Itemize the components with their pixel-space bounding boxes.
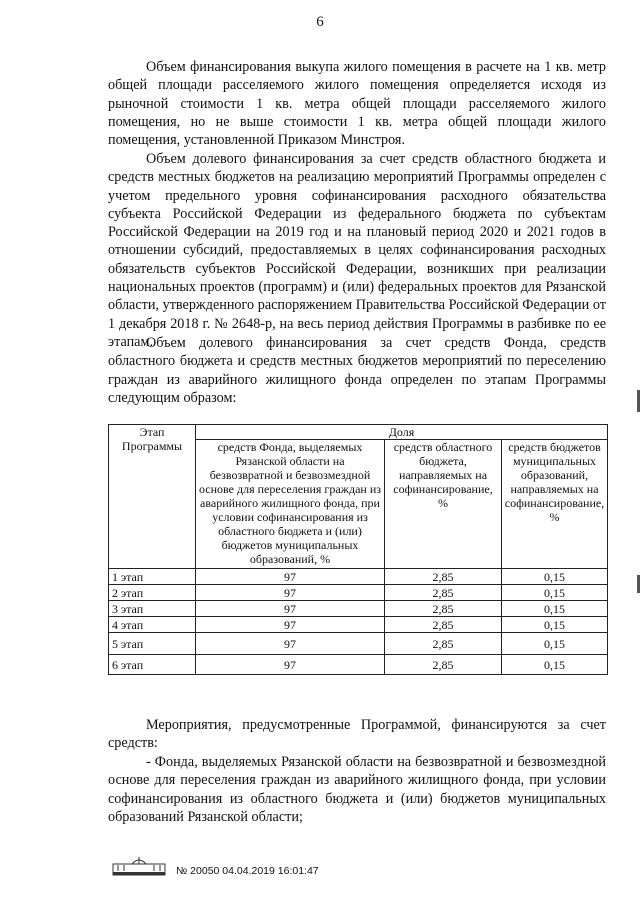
table-row <box>109 655 608 675</box>
cell-municipal: 0,15 <box>502 655 608 675</box>
paragraph-shares-intro: Объем долевого финансирования за счет средств Фонда, средств областного бюджета и средств местных бюджетов мероприятий по переселению граждан из аварийного жилищного фонда определен по этапам Программы следующим образом: <box>108 335 606 406</box>
cell-municipal: 0,15 <box>502 633 608 655</box>
cell-fund: 97 <box>196 601 385 617</box>
header-share: Доля <box>196 425 608 440</box>
table-row <box>109 617 608 633</box>
cell-region: 2,85 <box>385 655 502 675</box>
cell-municipal: 0,15 <box>502 585 608 601</box>
registry-stamp-icon <box>112 855 166 877</box>
cell-fund: 97 <box>196 617 385 633</box>
cell-region: 2,85 <box>385 585 502 601</box>
page-number: 6 <box>316 14 324 30</box>
cell-fund: 97 <box>196 655 385 675</box>
table-row <box>109 569 608 585</box>
header-stage: Этап Программы <box>109 425 196 569</box>
cell-fund: 97 <box>196 585 385 601</box>
cell-municipal: 0,15 <box>502 569 608 585</box>
header-municipal-share: средств бюджетов муниципальных образований, направляемых на софинансирование, % <box>502 440 608 569</box>
table-row <box>109 585 608 601</box>
cell-fund: 97 <box>196 633 385 655</box>
cell-region: 2,85 <box>385 617 502 633</box>
header-fund-share: средств Фонда, выделяемых Рязанской области на безвозвратной и безвозмездной основе для переселения граждан из аварийного жилищного фонда, при условии софинансирования из областного бюджета и (или) бюджетов муниципальных образований, % <box>196 440 385 569</box>
cell-stage: 3 этап <box>109 601 196 617</box>
cell-municipal: 0,15 <box>502 617 608 633</box>
table-header-row <box>109 425 608 440</box>
table-row <box>109 633 608 655</box>
cell-region: 2,85 <box>385 601 502 617</box>
cell-municipal: 0,15 <box>502 601 608 617</box>
cell-stage: 4 этап <box>109 617 196 633</box>
document-registration-stamp: № 20050 04.04.2019 16:01:47 <box>176 865 319 877</box>
cell-stage: 1 этап <box>109 569 196 585</box>
cell-stage: 5 этап <box>109 633 196 655</box>
cell-stage: 6 этап <box>109 655 196 675</box>
paragraph-funded-by: Мероприятия, предусмотренные Программой, финансируются за счет средств: <box>108 717 606 752</box>
paragraph-fund-bullet: - Фонда, выделяемых Рязанской области на безвозвратной и безвозмездной основе для переселения граждан из аварийного жилищного фонда, при условии софинансирования из областного бюджета и (или) бюджетов муниципальных образований Рязанской области; <box>108 754 606 825</box>
cell-stage: 2 этап <box>109 585 196 601</box>
cell-fund: 97 <box>196 569 385 585</box>
cell-region: 2,85 <box>385 633 502 655</box>
table-row <box>109 601 608 617</box>
cell-region: 2,85 <box>385 569 502 585</box>
paragraph-buyout: Объем финансирования выкупа жилого помещения в расчете на 1 кв. метр общей площади расселяемого жилого помещения определяется исходя из рыночной стоимости 1 кв. метра общей площади расселяемого жилого помещения, но не выше стоимости 1 кв. метра общей площади жилого помещения, установленной Приказом Минстроя. <box>108 59 606 149</box>
financing-share-table <box>108 424 608 675</box>
header-region-share: средств областного бюджета, направляемых на софинансирование, % <box>385 440 502 569</box>
paragraph-cofinancing: Объем долевого финансирования за счет средств областного бюджета и средств местных бюджетов на реализацию мероприятий Программы определен с учетом предельного уровня софинансирования расходного обязательства субъекта Российской Федерации из федерального бюджета по субъектам Российской Федерации на 2019 год и на плановый период 2020 и 2021 годов в отношении субсидий, предоставляемых в целях софинансирования расходных обязательств субъектов Российской Федерации, возникших при реализации национальных проектов (программ) и (или) федеральных проектов для Рязанской области, утвержденного распоряжением Правительства Российской Федерации от 1 декабря 2018 г. № 2648-р, на весь период действия Программы в разбивке по ее этапам. <box>108 151 606 350</box>
